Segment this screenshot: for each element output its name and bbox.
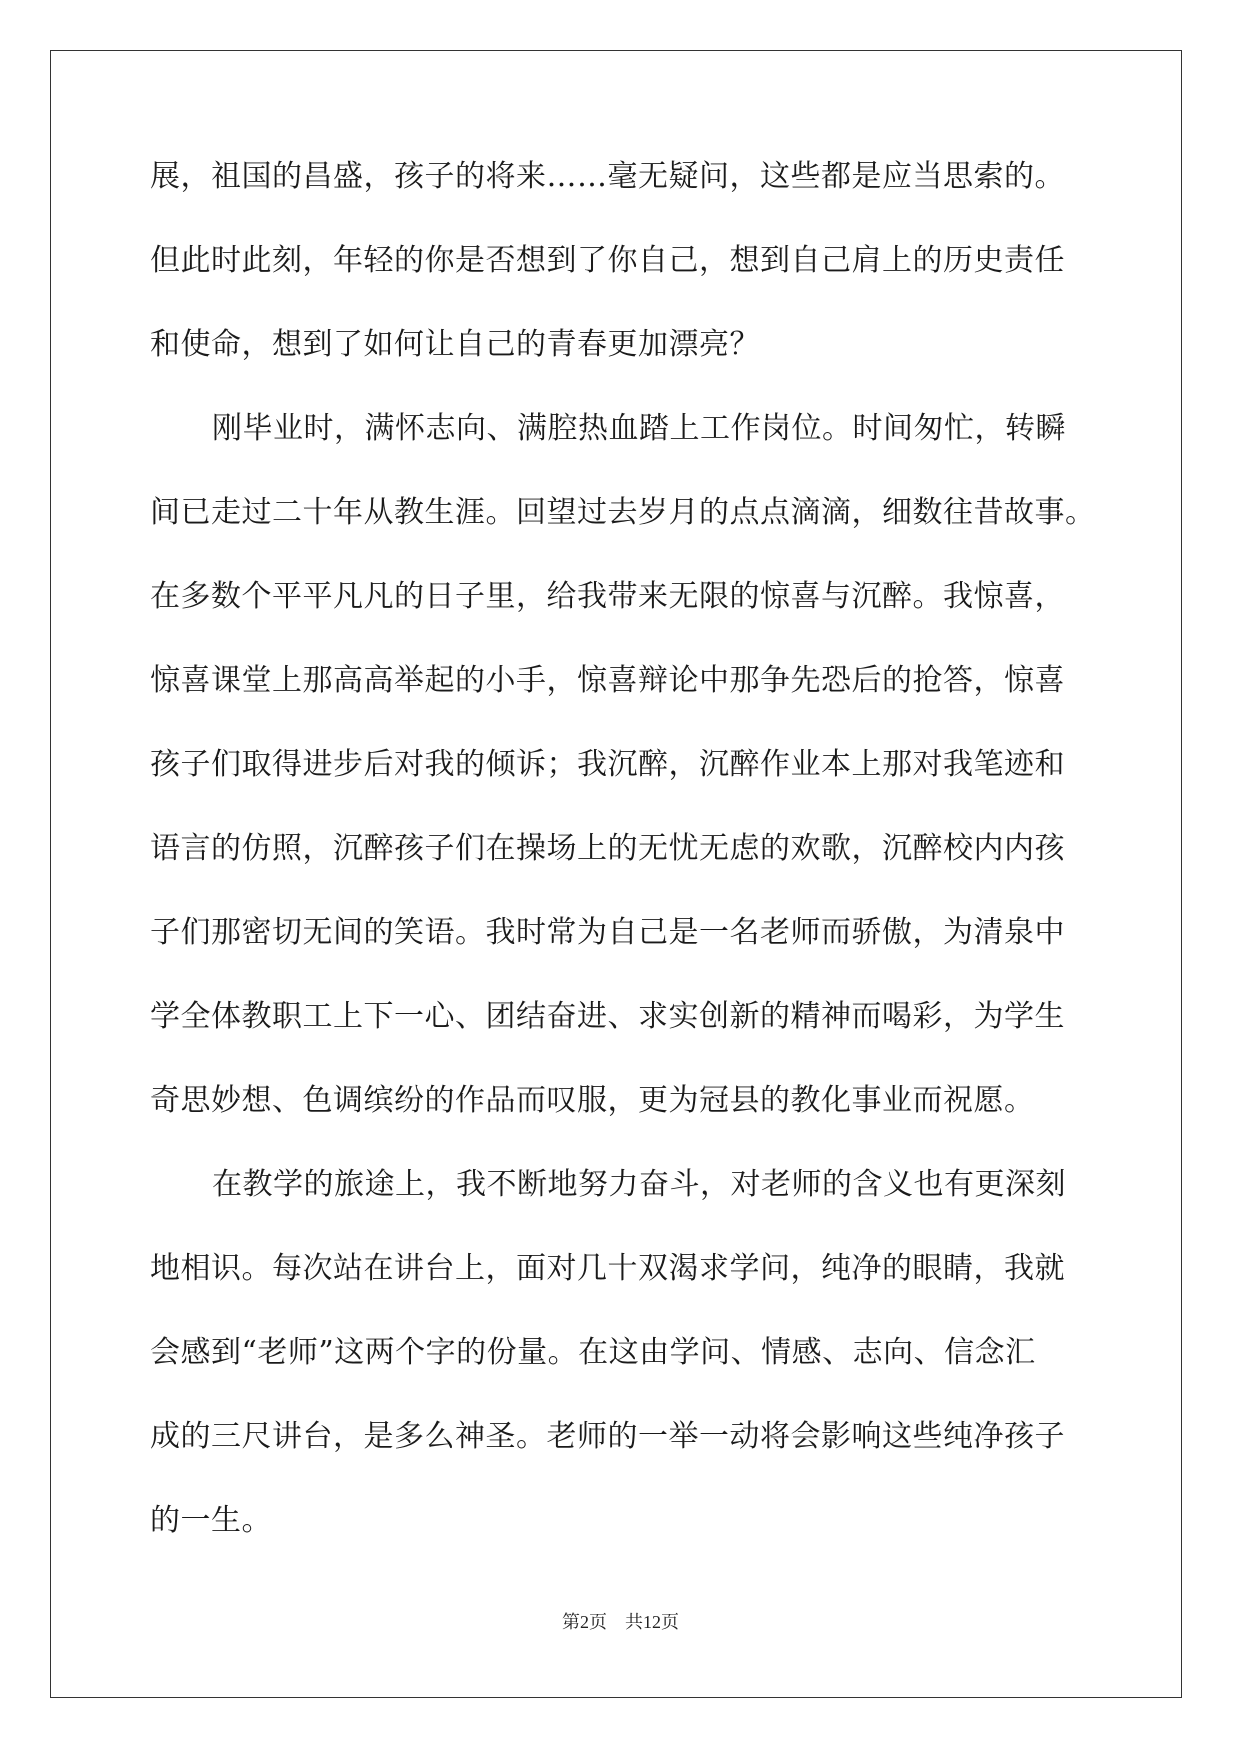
text-line: 的一生。 bbox=[150, 1503, 272, 1538]
text-line: 展，祖国的昌盛，孩子的将来……毫无疑问，这些都是应当思索的。 bbox=[150, 159, 1065, 194]
page-footer bbox=[0, 1608, 1241, 1634]
text-line: 但此时此刻，年轻的你是否想到了你自己，想到自己肩上的历史责任 bbox=[150, 243, 1065, 278]
paragraph-start-line: 刚毕业时，满怀志向、满腔热血踏上工作岗位。时间匆忙，转瞬 bbox=[212, 411, 1066, 446]
text-line: 子们那密切无间的笑语。我时常为自己是一名老师而骄傲，为清泉中 bbox=[150, 915, 1065, 950]
paragraph-start-line: 在教学的旅途上，我不断地努力奋斗，对老师的含义也有更深刻 bbox=[212, 1167, 1066, 1202]
text-line: 孩子们取得进步后对我的倾诉；我沉醉，沉醉作业本上那对我笔迹和 bbox=[150, 747, 1065, 782]
text-line: 间已走过二十年从教生涯。回望过去岁月的点点滴滴，细数往昔故事。 bbox=[150, 495, 1096, 530]
text-line: 成的三尺讲台，是多么神圣。老师的一举一动将会影响这些纯净孩子 bbox=[150, 1419, 1065, 1454]
text-line: 在多数个平平凡凡的日子里，给我带来无限的惊喜与沉醉。我惊喜， bbox=[150, 579, 1065, 614]
text-line: 会感到“老师”这两个字的份量。在这由学问、情感、志向、信念汇 bbox=[150, 1335, 1036, 1370]
text-line: 惊喜课堂上那高高举起的小手，惊喜辩论中那争先恐后的抢答，惊喜 bbox=[150, 663, 1065, 698]
text-line: 地相识。每次站在讲台上，面对几十双渴求学问，纯净的眼睛，我就 bbox=[150, 1251, 1065, 1286]
text-line: 奇思妙想、色调缤纷的作品而叹服，更为冠县的教化事业而祝愿。 bbox=[150, 1083, 1035, 1118]
text-line: 语言的仿照，沉醉孩子们在操场上的无忧无虑的欢歌，沉醉校内内孩 bbox=[150, 831, 1065, 866]
page-number: 第2页 bbox=[562, 1612, 607, 1632]
page-total: 共12页 bbox=[625, 1612, 679, 1632]
document-body bbox=[150, 157, 1096, 1585]
text-line: 学全体教职工上下一心、团结奋进、求实创新的精神而喝彩，为学生 bbox=[150, 999, 1065, 1034]
text-line: 和使命，想到了如何让自己的青春更加漂亮？ bbox=[150, 327, 760, 362]
